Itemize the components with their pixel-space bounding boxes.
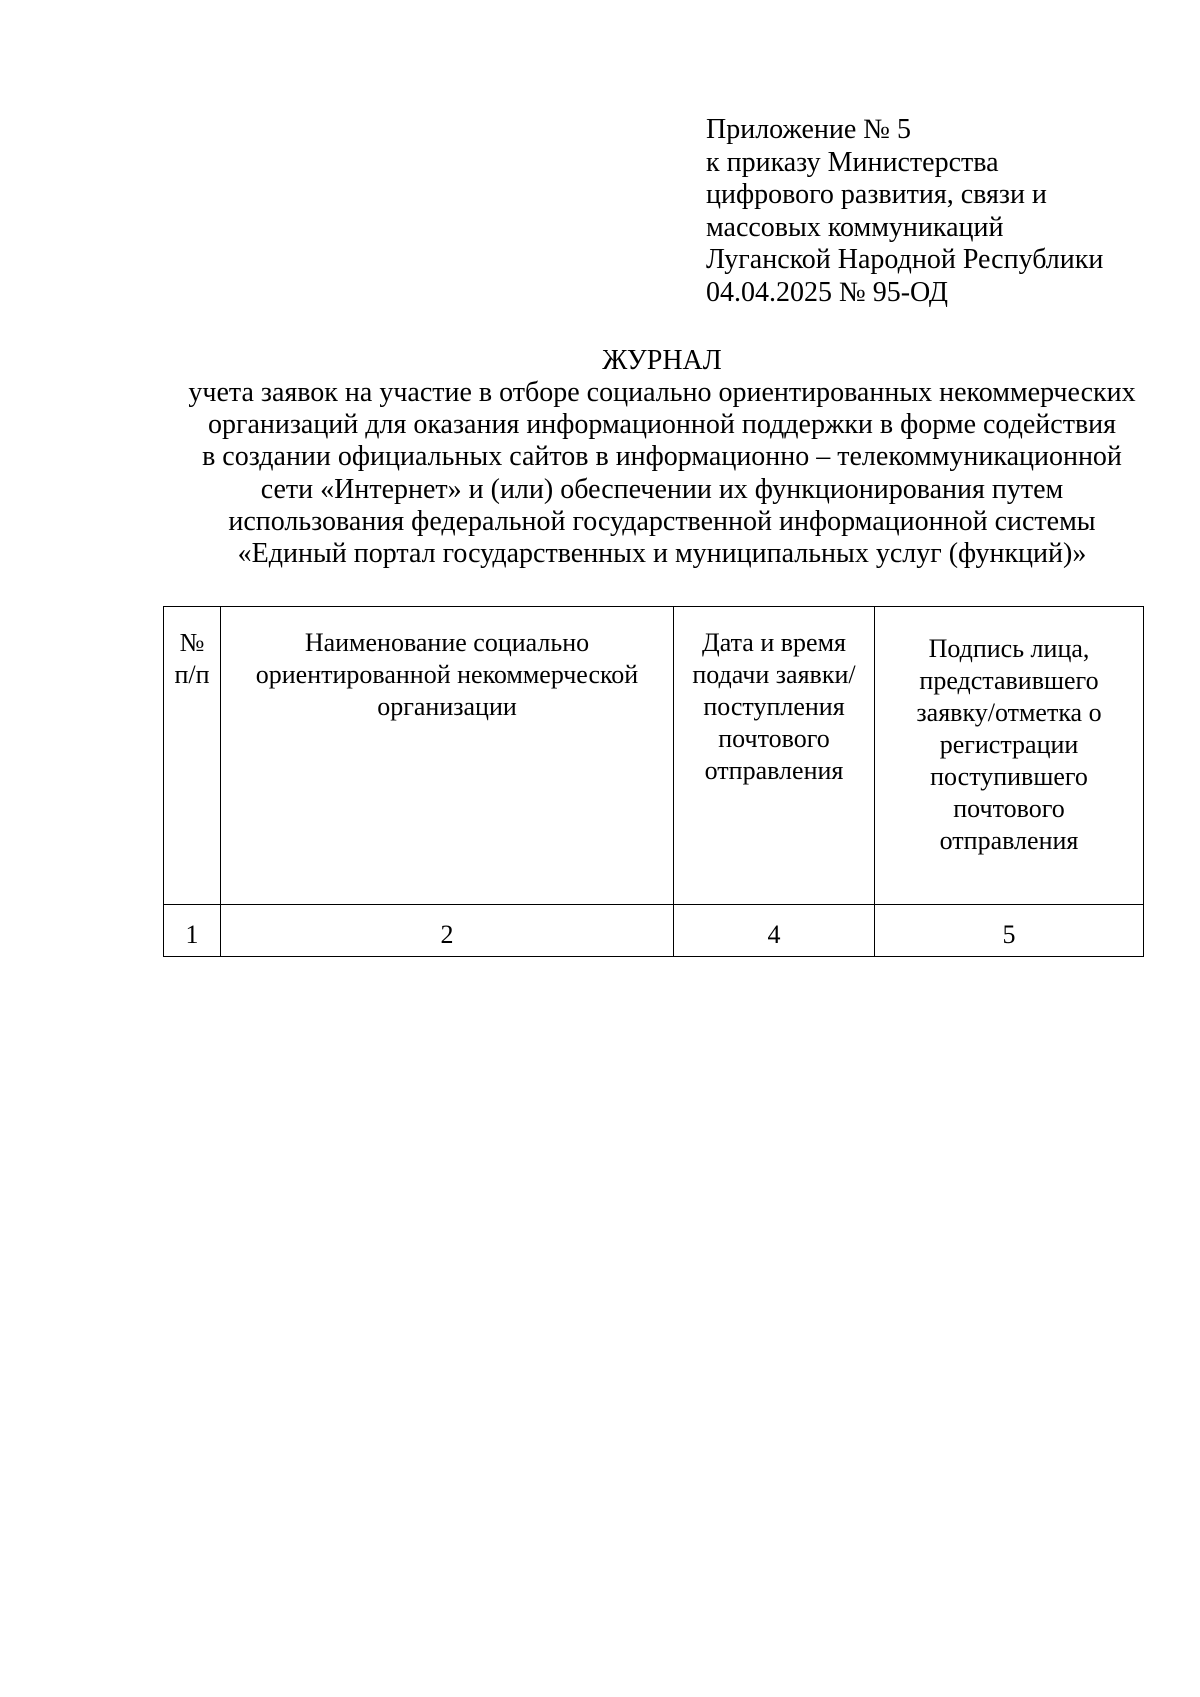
appendix-line: цифрового развития, связи и bbox=[706, 179, 1047, 210]
journal-table bbox=[163, 606, 1144, 957]
table-row bbox=[164, 905, 1144, 957]
subtitle-line: в создании официальных сайтов в информационно – телекоммуникационной bbox=[202, 441, 1122, 473]
column-number-cell: 1 bbox=[164, 905, 221, 957]
subtitle-line: использования федеральной государственной информационной системы bbox=[228, 505, 1096, 537]
header-number: № п/п bbox=[164, 607, 221, 905]
subtitle-line: учета заявок на участие в отборе социально ориентированных некоммерческих bbox=[188, 377, 1136, 408]
subtitle-line: сети «Интернет» и (или) обеспечении их функционирования путем bbox=[260, 473, 1064, 505]
appendix-line: к приказу Министерства bbox=[706, 146, 999, 178]
column-number-cell: 2 bbox=[221, 905, 674, 957]
appendix-note bbox=[706, 114, 1166, 309]
appendix-line: массовых коммуникаций bbox=[706, 211, 1004, 243]
document-subtitle bbox=[162, 377, 1162, 570]
column-number-cell: 5 bbox=[875, 905, 1144, 957]
header-signature: Подпись лица, представившего заявку/отметка о регистрации поступившего почтового отправления bbox=[875, 607, 1144, 905]
table-header-row bbox=[164, 607, 1144, 905]
subtitle-line: организаций для оказания информационной поддержки в форме содействия bbox=[207, 409, 1117, 441]
appendix-line: Приложение № 5 bbox=[706, 114, 911, 145]
header-organization-name: Наименование социально ориентированной некоммерческой организации bbox=[221, 607, 674, 905]
document-title: ЖУРНАЛ bbox=[602, 345, 722, 376]
appendix-line: 04.04.2025 № 95-ОД bbox=[706, 276, 948, 308]
column-number-cell: 4 bbox=[674, 905, 875, 957]
appendix-line: Луганской Народной Республики bbox=[706, 244, 1104, 275]
header-submission-datetime: Дата и время подачи заявки/ поступления почтового отправления bbox=[674, 607, 875, 905]
subtitle-line: «Единый портал государственных и муниципальных услуг (функций)» bbox=[237, 538, 1087, 570]
